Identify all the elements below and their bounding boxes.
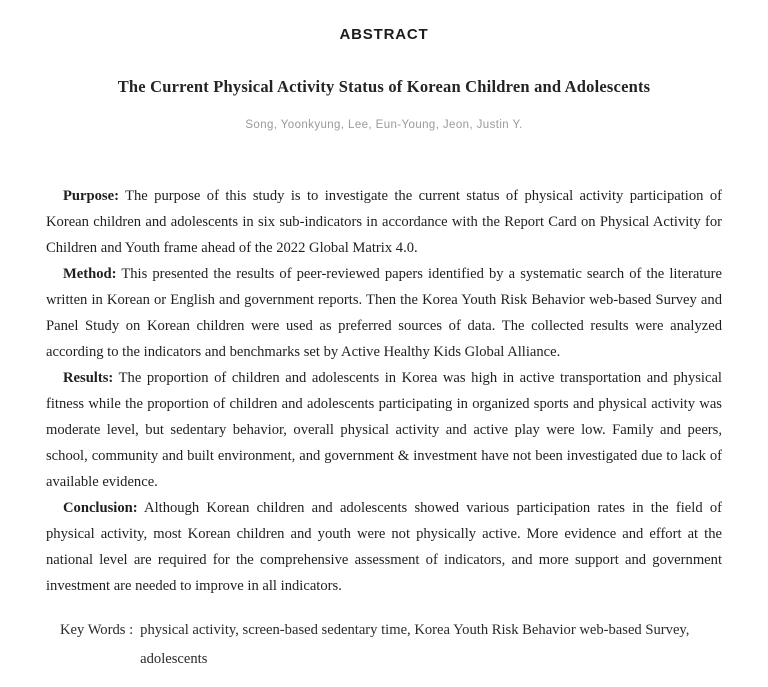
keywords-label: Key Words : (60, 622, 134, 638)
section-heading: ABSTRACT (339, 26, 429, 43)
paragraph-results-text: The proportion of children and adolescents in Korea was high in active transportation and physical fitness while the proportion of children and adolescents participating in organized sports and physical activity was moderate level, but sedentary behavior, overall physical activity and active play were low. Family and peers, school, community and built environment, and government & investment have not been investigated due to lack of available evidence. (46, 370, 722, 490)
keywords-text: physical activity, screen-based sedentary time, Korea Youth Risk Behavior web-based Survey, adolescents (140, 622, 690, 667)
paragraph-conclusion-label: Conclusion: (63, 500, 138, 516)
paragraph-purpose (46, 183, 722, 261)
abstract-body (46, 183, 722, 599)
paragraph-results-label: Results: (63, 370, 114, 386)
paragraph-method-text: This presented the results of peer-reviewed papers identified by a systematic search of the literature written in Korean or English and government reports. Then the Korea Youth Risk Behavior web-based Survey and Panel Study on Korean children were used as preferred sources of data. The collected results were analyzed according to the indicators and benchmarks set by Active Healthy Kids Global Alliance. (46, 266, 722, 360)
paragraph-method-label: Method: (63, 266, 117, 282)
paragraph-purpose-text: The purpose of this study is to investigate the current status of physical activity participation of Korean children and adolescents in six sub-indicators in accordance with the Report Card on Physical Activity for Children and Youth frame ahead of the 2022 Global Matrix 4.0. (46, 188, 722, 256)
paragraph-conclusion-text: Although Korean children and adolescents showed various participation rates in the field of physical activity, most Korean children and youth were not physically active. More evidence and effort at the national level are required for the comprehensive assessment of indicators, and more support and government investment are needed to improve in all indicators. (46, 500, 723, 594)
paragraph-results (46, 365, 722, 495)
authors-line: Song, Yoonkyung, Lee, Eun-Young, Jeon, Justin Y. (245, 119, 523, 131)
paragraph-conclusion (46, 495, 722, 599)
keywords-block (60, 616, 722, 674)
paragraph-purpose-label: Purpose: (63, 188, 119, 204)
paper-title: The Current Physical Activity Status of Korean Children and Adolescents (117, 77, 651, 96)
paragraph-method (46, 261, 722, 365)
